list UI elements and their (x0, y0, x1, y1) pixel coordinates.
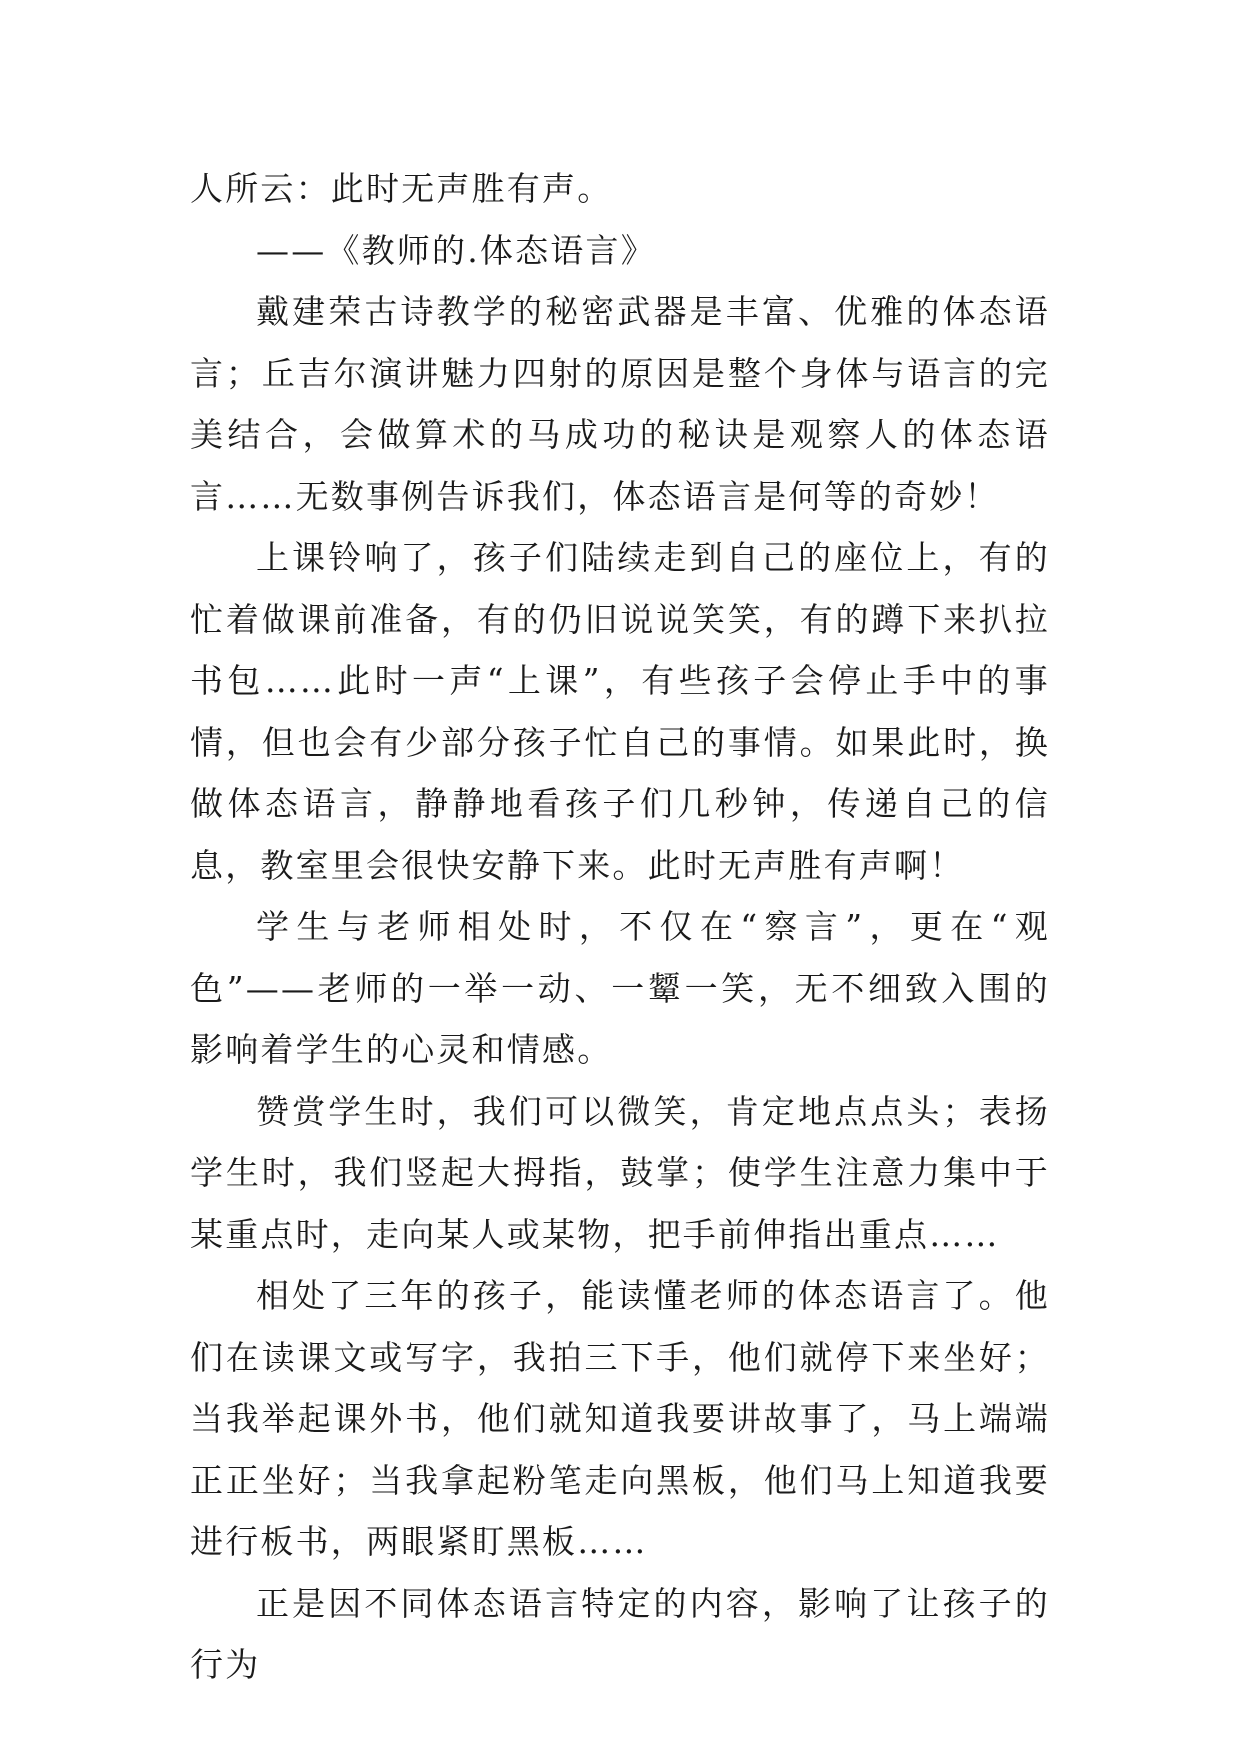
paragraph-praise: 赞赏学生时，我们可以微笑，肯定地点点头；表扬学生时，我们竖起大拇指，鼓掌；使学生注意力集中于某重点时，走向某人或某物，把手前伸指出重点…… (190, 1091, 1050, 1254)
paragraph-continuation: 人所云：此时无声胜有声。 (190, 169, 613, 208)
paragraph-examples: 戴建荣古诗教学的秘密武器是丰富、优雅的体态语言；丘吉尔演讲魅力四射的原因是整个身体与语言的完美结合，会做算术的马成功的秘诀是观察人的体态语言……无数事例告诉我们，体态语言是何等的奇妙！ (190, 292, 1050, 516)
document-body (190, 158, 1050, 1696)
paragraph-class-bell: 上课铃响了，孩子们陆续走到自己的座位上，有的忙着做课前准备，有的仍旧说说笑笑，有的蹲下来扒拉书包……此时一声“上课”，有些孩子会停止手中的事情，但也会有少部分孩子忙自己的事情。如果此时，换做体态语言，静静地看孩子们几秒钟，传递自己的信息，教室里会很快安静下来。此时无声胜有声啊！ (190, 538, 1050, 885)
paragraph-three-years: 相处了三年的孩子，能读懂老师的体态语言了。他们在读课文或写字，我拍三下手，他们就停下来坐好；当我举起课外书，他们就知道我要讲故事了，马上端端正正坐好；当我拿起粉笔走向黑板，他们马上知道我要进行板书，两眼紧盯黑板…… (190, 1276, 1050, 1561)
paragraph-source-citation: ——《教师的.体态语言》 (256, 230, 656, 270)
paragraph-conclusion: 正是因不同体态语言特定的内容，影响了让孩子的行为 (190, 1583, 1050, 1684)
paragraph-observe: 学生与老师相处时，不仅在“察言”，更在“观色”——老师的一举一动、一颦一笑，无不细致入围的影响着学生的心灵和情感。 (190, 907, 1050, 1069)
